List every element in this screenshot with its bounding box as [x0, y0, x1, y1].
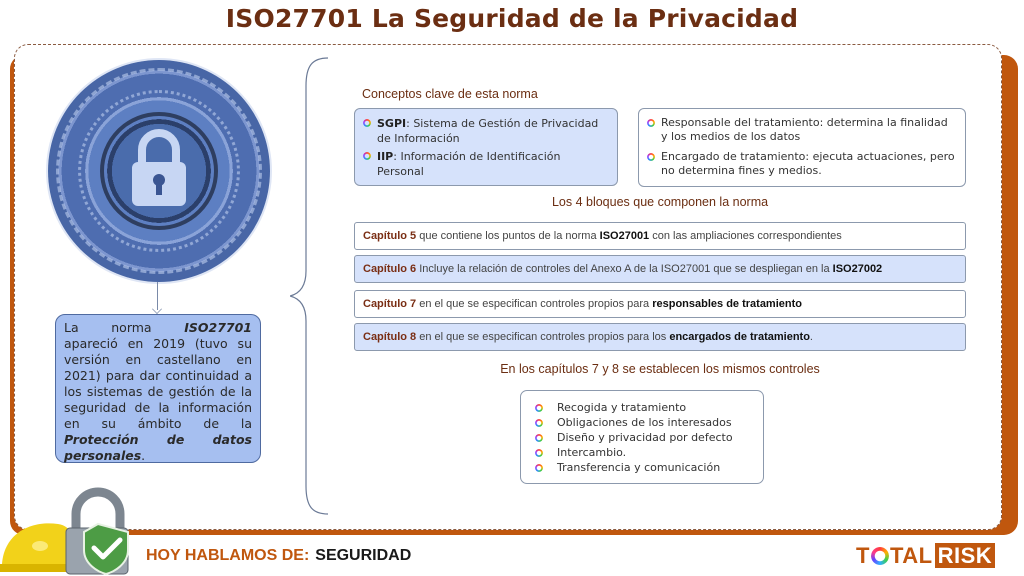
page-title: ISO27701 La Seguridad de la Privacidad	[225, 4, 799, 33]
concept-item: Responsable del tratamiento: determina la finalidad y los medios de los datos	[647, 116, 957, 144]
footer-topic	[146, 547, 411, 565]
intro-emphasis: Protección de datos personales	[64, 432, 252, 463]
concepts-roles-box	[638, 108, 966, 187]
control-item: Recogida y tratamiento	[535, 400, 763, 415]
controls-heading: En los capítulos 7 y 8 se establecen los mismos controles	[500, 362, 820, 376]
concepts-heading: Conceptos clave de esta norma	[362, 87, 538, 101]
controls-list-box	[520, 390, 764, 484]
chapter-7-row: Capítulo 7 en el que se especifican controles propios para responsables de tratamiento	[354, 290, 966, 318]
blocks-heading: Los 4 bloques que componen la norma	[551, 195, 769, 209]
concept-item: IIP: Información de Identificación Personal	[363, 149, 609, 179]
chapter-6-row: Capítulo 6 Incluye la relación de controles del Anexo A de la ISO27001 que se despliegan en la ISO27002	[354, 255, 966, 283]
ring-bullet-icon	[363, 119, 371, 127]
footer-topic-value: SEGURIDAD	[315, 547, 412, 564]
ring-bullet-icon	[535, 419, 543, 427]
ring-bullet-icon	[535, 449, 543, 457]
ring-bullet-icon	[363, 152, 371, 160]
ring-bullet-icon	[535, 434, 543, 442]
ring-bullet-icon	[647, 153, 655, 161]
intro-standard-name: ISO27701	[184, 320, 252, 335]
padlock-circle-icon	[48, 60, 270, 282]
control-item: Transferencia y comunicación	[535, 460, 763, 475]
chapter-5-row: Capítulo 5 que contiene los puntos de la norma ISO27001 con las ampliaciones correspondientes	[354, 222, 966, 250]
ring-bullet-icon	[535, 464, 543, 472]
chapter-8-row: Capítulo 8 en el que se especifican controles propios para los encargados de tratamiento.	[354, 323, 966, 351]
padlock-icon	[124, 126, 194, 212]
intro-text-box: La norma ISO27701 apareció en 2019 (tuvo su versión en castellano en 2021) para dar continuidad a los sistemas de gestión de la seguridad de la información en su ámbito de la Protección de datos personales.	[55, 314, 261, 463]
rainbow-o-icon	[871, 547, 889, 565]
concept-item: SGPI: Sistema de Gestión de Privacidad de Información	[363, 116, 609, 146]
control-item: Diseño y privacidad por defecto	[535, 430, 763, 445]
helmet-padlock-shield-icon	[0, 484, 140, 576]
footer-label: HOY HABLAMOS DE:	[146, 547, 310, 564]
control-item: Obligaciones de los interesados	[535, 415, 763, 430]
ring-bullet-icon	[535, 404, 543, 412]
brand-logo: T TAL RISK	[856, 543, 995, 569]
ring-bullet-icon	[647, 119, 655, 127]
concepts-definitions-box	[354, 108, 618, 186]
concept-item: Encargado de tratamiento: ejecuta actuaciones, pero no determina fines y medios.	[647, 150, 957, 178]
curly-brace-icon	[290, 56, 330, 516]
control-item: Intercambio.	[535, 445, 763, 460]
